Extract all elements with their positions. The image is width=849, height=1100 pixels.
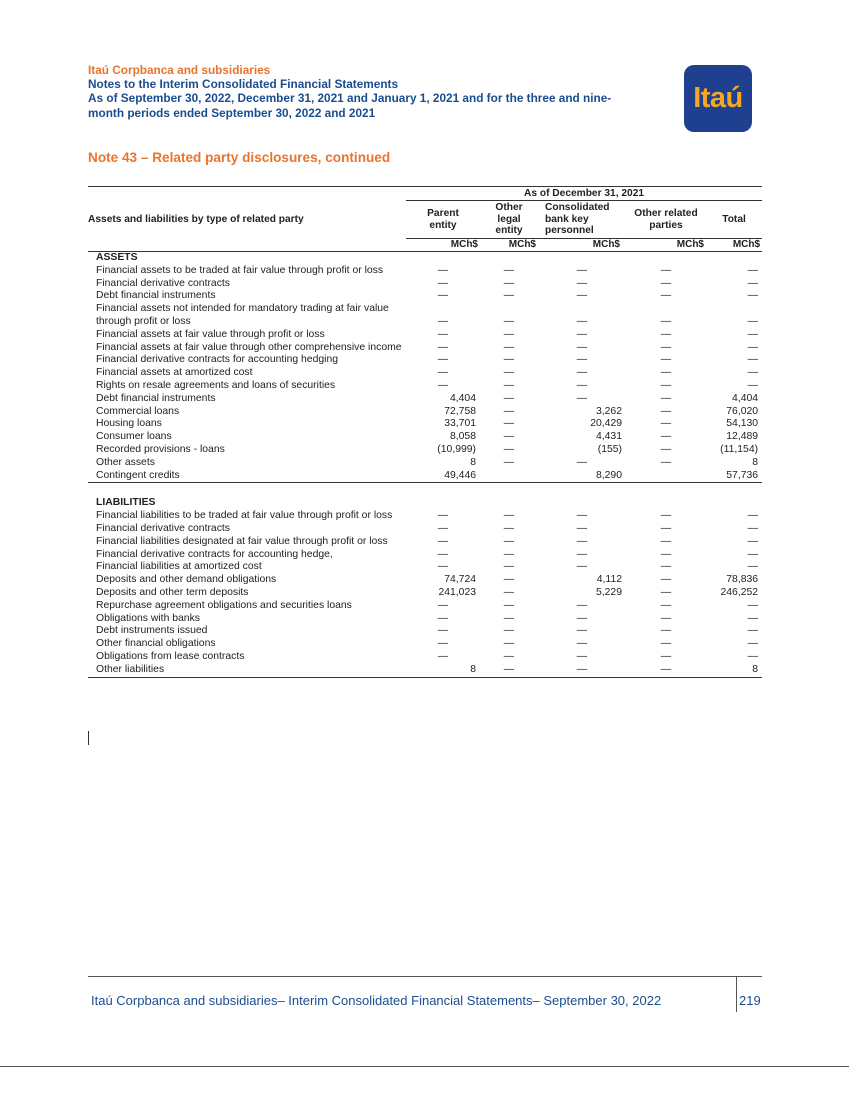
cell-value: — bbox=[503, 328, 515, 340]
cell-value: (10,999) bbox=[437, 443, 476, 455]
cell-value: — bbox=[503, 561, 515, 573]
cell-value: — bbox=[576, 379, 588, 391]
table-row bbox=[88, 418, 762, 431]
cell-value: — bbox=[660, 341, 672, 353]
cell-value: — bbox=[660, 456, 672, 468]
row-label: Deposits and other term deposits bbox=[96, 586, 249, 598]
row-label: Financial assets to be traded at fair value through profit or loss bbox=[96, 264, 384, 276]
footer-rule bbox=[88, 976, 762, 977]
cell-value: — bbox=[747, 264, 759, 276]
row-label: Consumer loans bbox=[96, 431, 172, 443]
cell-value: — bbox=[503, 405, 515, 417]
table-row bbox=[88, 406, 762, 419]
cell-value: — bbox=[660, 405, 672, 417]
cell-value: — bbox=[503, 379, 515, 391]
assets-title: ASSETS bbox=[96, 252, 138, 263]
page-number: 219 bbox=[739, 993, 761, 1008]
cell-value: 4,112 bbox=[596, 574, 622, 586]
cell-value: — bbox=[437, 277, 449, 289]
row-label: Financial assets at amortized cost bbox=[96, 367, 253, 379]
cell-value: — bbox=[626, 664, 706, 677]
page-bottom-rule bbox=[0, 1066, 849, 1067]
row-label: Housing loans bbox=[96, 418, 162, 430]
unit-3: MCh$ bbox=[538, 239, 626, 252]
cell-value: 8,058 bbox=[449, 431, 476, 443]
row-label: Debt financial instruments bbox=[96, 290, 216, 302]
table-row bbox=[88, 523, 762, 536]
cell-value: — bbox=[660, 548, 672, 560]
cell-value: 246,252 bbox=[720, 586, 759, 598]
cell-value: — bbox=[503, 638, 515, 650]
itau-logo bbox=[684, 65, 752, 132]
cell-value: — bbox=[660, 392, 672, 404]
table-row bbox=[88, 651, 762, 664]
unit-2: MCh$ bbox=[480, 239, 538, 252]
cell-value: 57,736 bbox=[706, 470, 762, 483]
table-row bbox=[88, 380, 762, 393]
table-row bbox=[88, 613, 762, 626]
row-label: Financial liabilities to be traded at fair value through profit or loss bbox=[96, 510, 393, 522]
footer-divider bbox=[736, 976, 737, 1012]
cell-value: 5,229 bbox=[595, 586, 622, 598]
cell-value: — bbox=[576, 522, 588, 534]
cell-value: — bbox=[576, 612, 588, 624]
unit-5: MCh$ bbox=[706, 239, 762, 252]
cell-value: — bbox=[503, 431, 515, 443]
row-label: Debt instruments issued bbox=[96, 625, 208, 637]
cell-value: — bbox=[437, 315, 449, 327]
cell-value: — bbox=[437, 561, 449, 573]
cell-value: — bbox=[576, 650, 588, 662]
table-row bbox=[88, 664, 762, 677]
table-row bbox=[88, 638, 762, 651]
cell-value: — bbox=[503, 443, 515, 455]
cell-value: — bbox=[660, 574, 672, 586]
cell-value: — bbox=[660, 431, 672, 443]
row-label: Other liabilities bbox=[88, 664, 406, 677]
cell-value: — bbox=[576, 599, 588, 611]
cell-value: — bbox=[660, 443, 672, 455]
row-label: Financial liabilities designated at fair value through profit or loss bbox=[96, 535, 388, 547]
table-row bbox=[88, 329, 762, 342]
cell-value: — bbox=[660, 328, 672, 340]
row-label: Obligations from lease contracts bbox=[96, 650, 245, 662]
cell-value: — bbox=[437, 510, 449, 522]
table-row bbox=[88, 561, 762, 574]
cell-value: — bbox=[576, 625, 588, 637]
table-row bbox=[88, 290, 762, 303]
row-label: Financial derivative contracts bbox=[96, 522, 230, 534]
cell-value bbox=[480, 470, 538, 483]
cell-value: — bbox=[576, 315, 588, 327]
cell-value: — bbox=[660, 561, 672, 573]
cell-value: — bbox=[747, 510, 759, 522]
cell-value: — bbox=[576, 264, 588, 276]
col-other-legal-entity: Other legal entity bbox=[495, 202, 523, 237]
cell-value: — bbox=[503, 264, 515, 276]
cell-value: — bbox=[747, 561, 759, 573]
cell-value: — bbox=[437, 638, 449, 650]
cell-value: 3,262 bbox=[595, 405, 622, 417]
row-label: Financial derivative contracts for accounting hedge, bbox=[96, 548, 333, 560]
table-row bbox=[88, 625, 762, 638]
cell-value: — bbox=[437, 354, 449, 366]
row-label: Contingent credits bbox=[88, 470, 406, 483]
cell-value: 8,290 bbox=[538, 470, 626, 483]
cell-value: — bbox=[660, 264, 672, 276]
cell-value: — bbox=[503, 548, 515, 560]
cell-value bbox=[626, 470, 706, 483]
cell-value: — bbox=[480, 664, 538, 677]
row-label: Financial assets at fair value through profit or loss bbox=[96, 328, 325, 340]
row-header: Assets and liabilities by type of related party bbox=[88, 213, 304, 225]
table-left-bar bbox=[88, 731, 89, 745]
cell-value: — bbox=[503, 586, 515, 598]
cell-value: — bbox=[503, 650, 515, 662]
cell-value: — bbox=[747, 612, 759, 624]
cell-value: — bbox=[576, 354, 588, 366]
liabilities-title: LIABILITIES bbox=[96, 497, 156, 509]
cell-value: 12,489 bbox=[726, 431, 759, 443]
header-line-1: Notes to the Interim Consolidated Financial Statements bbox=[88, 77, 399, 92]
cell-value: — bbox=[747, 522, 759, 534]
cell-value: — bbox=[747, 650, 759, 662]
table-row bbox=[88, 587, 762, 600]
cell-value: — bbox=[660, 290, 672, 302]
row-label: Other financial obligations bbox=[96, 638, 216, 650]
cell-value: — bbox=[437, 625, 449, 637]
cell-value: — bbox=[576, 561, 588, 573]
table-row bbox=[88, 342, 762, 355]
cell-value: — bbox=[503, 392, 515, 404]
cell-value: — bbox=[747, 315, 759, 327]
cell-value: — bbox=[660, 277, 672, 289]
table-row bbox=[88, 549, 762, 562]
cell-value: — bbox=[503, 354, 515, 366]
company-name: Itaú Corpbanca and subsidiaries bbox=[88, 63, 271, 77]
section-spacer bbox=[88, 483, 762, 498]
footer-text: Itaú Corpbanca and subsidiaries– Interim Consolidated Financial Statements– September 30, 2022 bbox=[91, 993, 662, 1008]
row-label: Financial liabilities at amortized cost bbox=[96, 561, 262, 573]
assets-section bbox=[88, 252, 762, 483]
row-label: Commercial loans bbox=[96, 405, 180, 417]
table-row bbox=[88, 470, 762, 483]
cell-value: — bbox=[503, 574, 515, 586]
cell-value: — bbox=[747, 625, 759, 637]
cell-value: — bbox=[660, 599, 672, 611]
cell-value: — bbox=[503, 456, 515, 468]
cell-value: — bbox=[437, 535, 449, 547]
cell-value: 8 bbox=[706, 664, 762, 677]
cell-value: — bbox=[747, 367, 759, 379]
cell-value: — bbox=[660, 367, 672, 379]
unit-4: MCh$ bbox=[626, 239, 706, 252]
cell-value: — bbox=[747, 341, 759, 353]
table-row bbox=[88, 367, 762, 380]
note-title: Note 43 – Related party disclosures, continued bbox=[88, 150, 391, 165]
cell-value: — bbox=[437, 367, 449, 379]
cell-value: (155) bbox=[597, 443, 622, 455]
cell-value: — bbox=[437, 290, 449, 302]
cell-value: 20,429 bbox=[590, 418, 622, 430]
cell-value: — bbox=[503, 599, 515, 611]
cell-value: — bbox=[747, 354, 759, 366]
cell-value: (11,154) bbox=[720, 443, 759, 455]
cell-value: 49,446 bbox=[406, 470, 480, 483]
cell-value: — bbox=[576, 277, 588, 289]
cell-value: — bbox=[747, 548, 759, 560]
liabilities-section bbox=[88, 497, 762, 677]
cell-value: 8 bbox=[406, 664, 480, 677]
table-row bbox=[88, 457, 762, 470]
cell-value: 74,724 bbox=[444, 574, 476, 586]
col-key-personnel: Consolidated bank key personnel bbox=[545, 202, 610, 237]
cell-value: — bbox=[576, 456, 588, 468]
cell-value: — bbox=[747, 379, 759, 391]
cell-value: — bbox=[437, 612, 449, 624]
row-label: Repurchase agreement obligations and securities loans bbox=[96, 599, 352, 611]
header-line-3: month periods ended September 30, 2022 and 2021 bbox=[88, 105, 376, 120]
unit-1: MCh$ bbox=[406, 239, 480, 252]
cell-value: — bbox=[503, 341, 515, 353]
cell-value: — bbox=[576, 367, 588, 379]
cell-value: — bbox=[437, 650, 449, 662]
cell-value: 72,758 bbox=[444, 405, 476, 417]
cell-value: — bbox=[503, 290, 515, 302]
row-label: Debt financial instruments bbox=[96, 392, 216, 404]
cell-value: 78,836 bbox=[726, 574, 759, 586]
row-label: Recorded provisions - loans bbox=[96, 443, 225, 455]
cell-value: — bbox=[660, 650, 672, 662]
cell-value: — bbox=[503, 277, 515, 289]
col-other-related-parties: Other related parties bbox=[634, 207, 698, 231]
cell-value: — bbox=[660, 354, 672, 366]
row-label: Financial derivative contracts bbox=[96, 277, 230, 289]
table-row bbox=[88, 431, 762, 444]
cell-value: — bbox=[437, 548, 449, 560]
cell-value: 4,431 bbox=[595, 431, 622, 443]
period-header: As of December 31, 2021 bbox=[406, 187, 762, 201]
table-row bbox=[88, 393, 762, 406]
cell-value: 4,404 bbox=[449, 392, 476, 404]
cell-value: — bbox=[437, 341, 449, 353]
cell-value: 54,130 bbox=[726, 418, 759, 430]
cell-value: 76,020 bbox=[726, 405, 759, 417]
document-header bbox=[88, 63, 611, 120]
cell-value: — bbox=[576, 510, 588, 522]
cell-value: — bbox=[660, 612, 672, 624]
cell-value: — bbox=[747, 277, 759, 289]
cell-value: — bbox=[503, 535, 515, 547]
table-row bbox=[88, 265, 762, 278]
cell-value: — bbox=[660, 522, 672, 534]
cell-value: — bbox=[660, 638, 672, 650]
cell-value: — bbox=[503, 418, 515, 430]
cell-value: — bbox=[503, 612, 515, 624]
cell-value: — bbox=[503, 522, 515, 534]
cell-value: — bbox=[503, 510, 515, 522]
cell-value: — bbox=[503, 315, 515, 327]
table-row bbox=[88, 536, 762, 549]
cell-value: — bbox=[660, 510, 672, 522]
cell-value: — bbox=[437, 522, 449, 534]
row-label: Financial assets at fair value through other comprehensive income bbox=[96, 341, 402, 353]
col-total: Total bbox=[722, 213, 746, 225]
row-label: Rights on resale agreements and loans of securities bbox=[96, 379, 336, 391]
table-row bbox=[88, 354, 762, 367]
cell-value: — bbox=[576, 392, 588, 404]
table-row bbox=[88, 510, 762, 523]
cell-value: 4,404 bbox=[732, 392, 759, 404]
cell-value: — bbox=[437, 379, 449, 391]
table-row bbox=[88, 600, 762, 613]
cell-value: — bbox=[437, 599, 449, 611]
cell-value: — bbox=[503, 625, 515, 637]
table-row bbox=[88, 574, 762, 587]
cell-value: — bbox=[576, 638, 588, 650]
cell-value: — bbox=[660, 586, 672, 598]
row-label: Obligations with banks bbox=[96, 612, 200, 624]
header-line-2: As of September 30, 2022, December 31, 2021 and January 1, 2021 and for the three and nine- bbox=[88, 91, 612, 106]
cell-value: — bbox=[576, 548, 588, 560]
table-row bbox=[88, 303, 762, 329]
row-label: Deposits and other demand obligations bbox=[96, 574, 277, 586]
related-party-table-wrapper bbox=[88, 186, 762, 678]
cell-value: 8 bbox=[470, 456, 476, 468]
row-label: Other assets bbox=[96, 456, 155, 468]
logo-text: Itaú bbox=[693, 82, 743, 114]
row-label: Financial derivative contracts for accounting hedging bbox=[96, 354, 339, 366]
cell-value: 33,701 bbox=[444, 418, 476, 430]
cell-value: — bbox=[660, 535, 672, 547]
cell-value: — bbox=[538, 664, 626, 677]
cell-value: — bbox=[747, 290, 759, 302]
cell-value: — bbox=[747, 535, 759, 547]
cell-value: — bbox=[660, 379, 672, 391]
cell-value: — bbox=[437, 328, 449, 340]
cell-value: — bbox=[576, 328, 588, 340]
cell-value: — bbox=[437, 264, 449, 276]
col-parent-entity: Parent entity bbox=[427, 207, 459, 231]
cell-value: — bbox=[576, 341, 588, 353]
related-party-table bbox=[88, 186, 762, 678]
cell-value: — bbox=[660, 418, 672, 430]
cell-value: — bbox=[660, 315, 672, 327]
row-label: Financial assets not intended for mandatory trading at fair value through profit or loss bbox=[96, 303, 389, 327]
cell-value: — bbox=[747, 638, 759, 650]
cell-value: 8 bbox=[752, 456, 759, 468]
cell-value: — bbox=[747, 328, 759, 340]
cell-value: — bbox=[576, 535, 588, 547]
cell-value: — bbox=[660, 625, 672, 637]
cell-value: — bbox=[747, 599, 759, 611]
cell-value: 241,023 bbox=[438, 586, 476, 598]
cell-value: — bbox=[576, 290, 588, 302]
table-row bbox=[88, 444, 762, 457]
cell-value: — bbox=[503, 367, 515, 379]
table-row bbox=[88, 278, 762, 291]
